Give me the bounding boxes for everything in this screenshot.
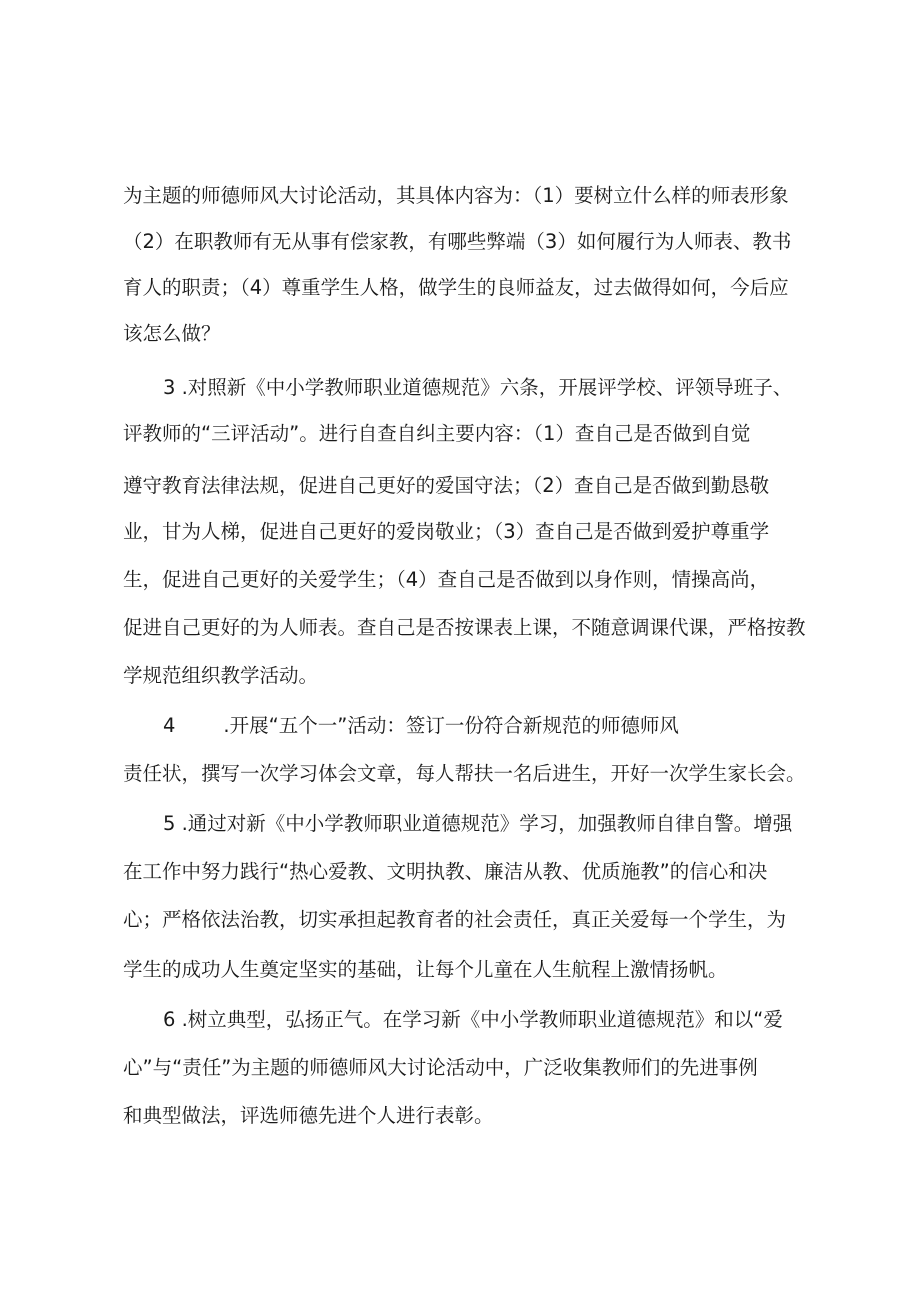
paragraph-2-line-5: 生，促进自己更好的关爱学生；（4）查自己是否做到以身作则，情操高尚， (123, 568, 770, 591)
paragraph-2-line-2: 评教师的“三评活动”。进行自查自纠主要内容：（1）查自己是否做到自觉 (123, 422, 751, 445)
paragraph-2-line-1: 3 .对照新《中小学教师职业道德规范》六条，开展评学校、评领导班子、 (163, 376, 793, 399)
paragraph-1-line-4: 该怎么做？ (123, 322, 221, 345)
paragraph-3-number: 4 (163, 714, 176, 737)
paragraph-2-line-4: 业，甘为人梯，促进自己更好的爱岗敬业；（3）查自己是否做到爱护尊重学 (123, 520, 770, 543)
paragraph-3-line-2: 责任状，撰写一次学习体会文章，每人帮扶一名后进生，开好一次学生家长会。 (123, 762, 806, 785)
paragraph-2-line-3: 遵守教育法律法规，促进自己更好的爱国守法；（2）查自己是否做到勤恳敬 (123, 474, 770, 497)
paragraph-4-line-4: 学生的成功人生奠定坚实的基础，让每个儿童在人生航程上激情扬帆。 (123, 958, 728, 981)
paragraph-1-line-1: 为主题的师德师风大讨论活动，其具体内容为：（1）要树立什么样的师表形象 (123, 184, 789, 207)
paragraph-5-line-1: 6 .树立典型，弘扬正气。在学习新《中小学教师职业道德规范》和以“爱 (163, 1008, 783, 1031)
paragraph-3-line-1 (163, 710, 863, 742)
paragraph-5-line-2: 心”与“责任”为主题的师德师风大讨论活动中，广泛收集教师们的先进事例 (123, 1056, 758, 1079)
paragraph-2-line-7: 学规范组织教学活动。 (123, 664, 319, 687)
paragraph-4-line-3: 心；严格依法治教，切实承担起教育者的社会责任，真正关爱每一个学生，为 (123, 908, 787, 931)
paragraph-4-line-2: 在工作中努力践行“热心爱教、文明执教、廉洁从教、优质施教”的信心和决 (123, 860, 768, 883)
paragraph-4-line-1: 5 .通过对新《中小学教师职业道德规范》学习，加强教师自律自警。增强 (163, 812, 793, 835)
paragraph-1-line-2: （2）在职教师有无从事有偿家教，有哪些弊端（3）如何履行为人师表、教书 (123, 230, 792, 253)
paragraph-5-line-3: 和典型做法，评选师德先进个人进行表彰。 (123, 1104, 494, 1127)
paragraph-3-text: .开展“五个一”活动：签订一份符合新规范的师德师风 (223, 714, 679, 737)
paragraph-2-line-6: 促进自己更好的为人师表。查自己是否按课表上课，不随意调课代课，严格按教 (123, 616, 806, 639)
paragraph-1-line-3: 育人的职责；（4）尊重学生人格，做学生的良师益友，过去做得如何，今后应 (123, 276, 789, 299)
